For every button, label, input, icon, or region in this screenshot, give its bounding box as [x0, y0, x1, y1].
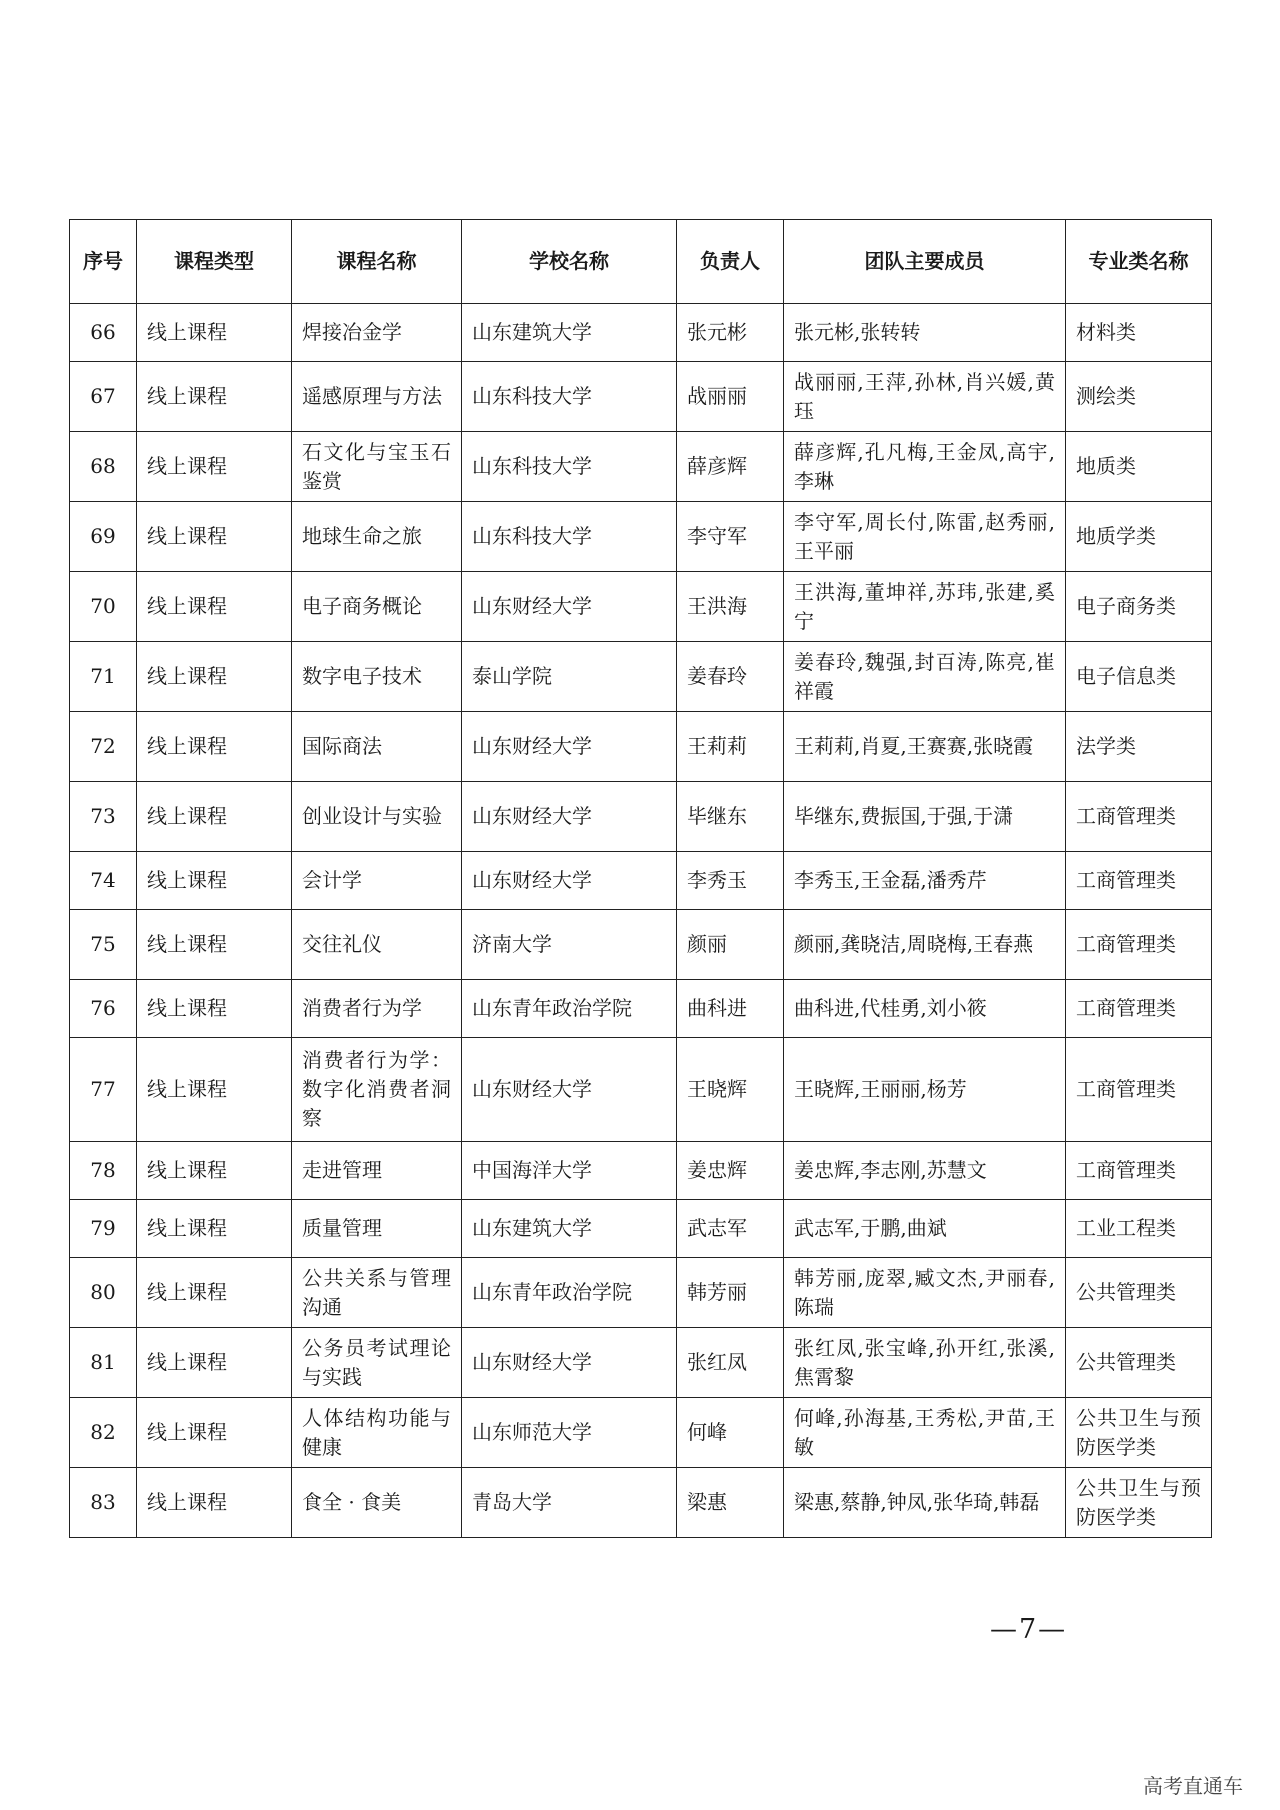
table-row [70, 1258, 1212, 1328]
cell-course-name: 食全 · 食美 [292, 1468, 462, 1538]
cell-course-type: 线上课程 [137, 980, 292, 1038]
cell-major-category: 法学类 [1066, 712, 1212, 782]
cell-course-name: 质量管理 [292, 1200, 462, 1258]
cell-course-type: 线上课程 [137, 432, 292, 502]
cell-team-members: 李秀玉,王金磊,潘秀芹 [784, 852, 1066, 910]
header-course-name: 课程名称 [292, 220, 462, 304]
cell-row-index: 79 [70, 1200, 137, 1258]
cell-team-members: 颜丽,龚晓洁,周晓梅,王春燕 [784, 910, 1066, 980]
cell-lead: 何峰 [677, 1398, 784, 1468]
cell-course-name: 公共关系与管理沟通 [292, 1258, 462, 1328]
table-body [70, 304, 1212, 1538]
cell-school-name: 山东师范大学 [462, 1398, 677, 1468]
cell-team-members: 何峰,孙海基,王秀松,尹苗,王敏 [784, 1398, 1066, 1468]
cell-course-type: 线上课程 [137, 362, 292, 432]
cell-school-name: 山东财经大学 [462, 572, 677, 642]
cell-team-members: 张红凤,张宝峰,孙开红,张溪,焦霄黎 [784, 1328, 1066, 1398]
table-row [70, 712, 1212, 782]
cell-major-category: 地质学类 [1066, 502, 1212, 572]
cell-course-name: 消费者行为学：数字化消费者洞察 [292, 1038, 462, 1142]
cell-school-name: 山东建筑大学 [462, 304, 677, 362]
cell-major-category: 工商管理类 [1066, 1142, 1212, 1200]
cell-team-members: 李守军,周长付,陈雷,赵秀丽,王平丽 [784, 502, 1066, 572]
cell-course-type: 线上课程 [137, 1142, 292, 1200]
cell-row-index: 69 [70, 502, 137, 572]
cell-major-category: 工商管理类 [1066, 980, 1212, 1038]
cell-school-name: 山东财经大学 [462, 712, 677, 782]
cell-major-category: 电子商务类 [1066, 572, 1212, 642]
cell-major-category: 工业工程类 [1066, 1200, 1212, 1258]
cell-row-index: 75 [70, 910, 137, 980]
cell-course-type: 线上课程 [137, 1398, 292, 1468]
table-row [70, 1038, 1212, 1142]
table-row [70, 362, 1212, 432]
cell-team-members: 曲科进,代桂勇,刘小筱 [784, 980, 1066, 1038]
course-table [69, 219, 1212, 1538]
cell-row-index: 71 [70, 642, 137, 712]
header-index: 序号 [70, 220, 137, 304]
cell-course-type: 线上课程 [137, 782, 292, 852]
cell-school-name: 济南大学 [462, 910, 677, 980]
cell-major-category: 公共管理类 [1066, 1258, 1212, 1328]
cell-team-members: 姜忠辉,李志刚,苏慧文 [784, 1142, 1066, 1200]
header-row [70, 220, 1212, 304]
cell-course-type: 线上课程 [137, 1038, 292, 1142]
cell-major-category: 公共卫生与预防医学类 [1066, 1468, 1212, 1538]
table-row [70, 1398, 1212, 1468]
table-row [70, 980, 1212, 1038]
cell-lead: 韩芳丽 [677, 1258, 784, 1328]
cell-school-name: 青岛大学 [462, 1468, 677, 1538]
cell-lead: 颜丽 [677, 910, 784, 980]
cell-lead: 姜春玲 [677, 642, 784, 712]
table-row [70, 1328, 1212, 1398]
header-team-members: 团队主要成员 [784, 220, 1066, 304]
cell-lead: 毕继东 [677, 782, 784, 852]
table-row [70, 432, 1212, 502]
cell-row-index: 66 [70, 304, 137, 362]
table-row [70, 910, 1212, 980]
cell-major-category: 材料类 [1066, 304, 1212, 362]
cell-lead: 李守军 [677, 502, 784, 572]
cell-school-name: 山东青年政治学院 [462, 1258, 677, 1328]
cell-course-type: 线上课程 [137, 572, 292, 642]
cell-row-index: 67 [70, 362, 137, 432]
cell-row-index: 82 [70, 1398, 137, 1468]
cell-lead: 梁惠 [677, 1468, 784, 1538]
cell-course-type: 线上课程 [137, 1468, 292, 1538]
cell-major-category: 公共卫生与预防医学类 [1066, 1398, 1212, 1468]
cell-course-type: 线上课程 [137, 1258, 292, 1328]
cell-course-type: 线上课程 [137, 1328, 292, 1398]
cell-course-name: 石文化与宝玉石鉴赏 [292, 432, 462, 502]
header-school-name: 学校名称 [462, 220, 677, 304]
cell-course-type: 线上课程 [137, 642, 292, 712]
cell-course-type: 线上课程 [137, 1200, 292, 1258]
header-major-category: 专业类名称 [1066, 220, 1212, 304]
table-row [70, 642, 1212, 712]
cell-team-members: 战丽丽,王萍,孙林,肖兴媛,黄珏 [784, 362, 1066, 432]
cell-lead: 薛彦辉 [677, 432, 784, 502]
cell-course-type: 线上课程 [137, 304, 292, 362]
cell-lead: 王莉莉 [677, 712, 784, 782]
cell-row-index: 81 [70, 1328, 137, 1398]
watermark: 高考直通车 [1143, 1774, 1243, 1798]
cell-course-name: 遥感原理与方法 [292, 362, 462, 432]
cell-lead: 武志军 [677, 1200, 784, 1258]
cell-school-name: 山东建筑大学 [462, 1200, 677, 1258]
cell-course-name: 公务员考试理论与实践 [292, 1328, 462, 1398]
cell-course-name: 消费者行为学 [292, 980, 462, 1038]
cell-major-category: 公共管理类 [1066, 1328, 1212, 1398]
cell-team-members: 王洪海,董坤祥,苏玮,张建,奚宁 [784, 572, 1066, 642]
cell-row-index: 72 [70, 712, 137, 782]
cell-major-category: 工商管理类 [1066, 910, 1212, 980]
cell-lead: 王晓辉 [677, 1038, 784, 1142]
cell-team-members: 武志军,于鹏,曲斌 [784, 1200, 1066, 1258]
cell-row-index: 77 [70, 1038, 137, 1142]
table-header [70, 220, 1212, 304]
header-lead: 负责人 [677, 220, 784, 304]
cell-lead: 曲科进 [677, 980, 784, 1038]
cell-school-name: 泰山学院 [462, 642, 677, 712]
table-row [70, 1200, 1212, 1258]
cell-course-name: 走进管理 [292, 1142, 462, 1200]
cell-course-name: 创业设计与实验 [292, 782, 462, 852]
cell-row-index: 68 [70, 432, 137, 502]
table-row [70, 502, 1212, 572]
cell-major-category: 工商管理类 [1066, 1038, 1212, 1142]
cell-lead: 王洪海 [677, 572, 784, 642]
table-row [70, 572, 1212, 642]
cell-school-name: 山东财经大学 [462, 852, 677, 910]
cell-major-category: 工商管理类 [1066, 852, 1212, 910]
cell-team-members: 王莉莉,肖夏,王赛赛,张晓霞 [784, 712, 1066, 782]
cell-school-name: 中国海洋大学 [462, 1142, 677, 1200]
cell-course-name: 地球生命之旅 [292, 502, 462, 572]
cell-row-index: 80 [70, 1258, 137, 1328]
cell-lead: 李秀玉 [677, 852, 784, 910]
cell-school-name: 山东青年政治学院 [462, 980, 677, 1038]
cell-course-name: 交往礼仪 [292, 910, 462, 980]
table-row [70, 304, 1212, 362]
cell-course-type: 线上课程 [137, 852, 292, 910]
cell-course-type: 线上课程 [137, 502, 292, 572]
cell-course-name: 国际商法 [292, 712, 462, 782]
cell-course-name: 电子商务概论 [292, 572, 462, 642]
cell-course-type: 线上课程 [137, 910, 292, 980]
cell-row-index: 74 [70, 852, 137, 910]
cell-course-type: 线上课程 [137, 712, 292, 782]
cell-major-category: 电子信息类 [1066, 642, 1212, 712]
cell-lead: 姜忠辉 [677, 1142, 784, 1200]
cell-lead: 张红凤 [677, 1328, 784, 1398]
cell-course-name: 数字电子技术 [292, 642, 462, 712]
cell-row-index: 73 [70, 782, 137, 852]
cell-team-members: 毕继东,费振国,于强,于潇 [784, 782, 1066, 852]
table-row [70, 782, 1212, 852]
cell-school-name: 山东财经大学 [462, 1328, 677, 1398]
table-row [70, 1468, 1212, 1538]
cell-major-category: 工商管理类 [1066, 782, 1212, 852]
cell-team-members: 张元彬,张转转 [784, 304, 1066, 362]
cell-team-members: 姜春玲,魏强,封百涛,陈亮,崔祥霞 [784, 642, 1066, 712]
header-course-type: 课程类型 [137, 220, 292, 304]
page-number: —7— [990, 1614, 1068, 1645]
cell-school-name: 山东财经大学 [462, 782, 677, 852]
cell-lead: 张元彬 [677, 304, 784, 362]
cell-school-name: 山东科技大学 [462, 362, 677, 432]
cell-row-index: 76 [70, 980, 137, 1038]
cell-school-name: 山东科技大学 [462, 502, 677, 572]
cell-team-members: 韩芳丽,庞翠,臧文杰,尹丽春,陈瑞 [784, 1258, 1066, 1328]
cell-row-index: 78 [70, 1142, 137, 1200]
cell-lead: 战丽丽 [677, 362, 784, 432]
cell-row-index: 70 [70, 572, 137, 642]
cell-school-name: 山东财经大学 [462, 1038, 677, 1142]
cell-team-members: 梁惠,蔡静,钟凤,张华琦,韩磊 [784, 1468, 1066, 1538]
cell-row-index: 83 [70, 1468, 137, 1538]
cell-course-name: 会计学 [292, 852, 462, 910]
cell-team-members: 薛彦辉,孔凡梅,王金凤,高宇,李琳 [784, 432, 1066, 502]
cell-major-category: 地质类 [1066, 432, 1212, 502]
cell-school-name: 山东科技大学 [462, 432, 677, 502]
cell-major-category: 测绘类 [1066, 362, 1212, 432]
table-row [70, 852, 1212, 910]
cell-course-name: 人体结构功能与健康 [292, 1398, 462, 1468]
table-row [70, 1142, 1212, 1200]
cell-team-members: 王晓辉,王丽丽,杨芳 [784, 1038, 1066, 1142]
cell-course-name: 焊接冶金学 [292, 304, 462, 362]
